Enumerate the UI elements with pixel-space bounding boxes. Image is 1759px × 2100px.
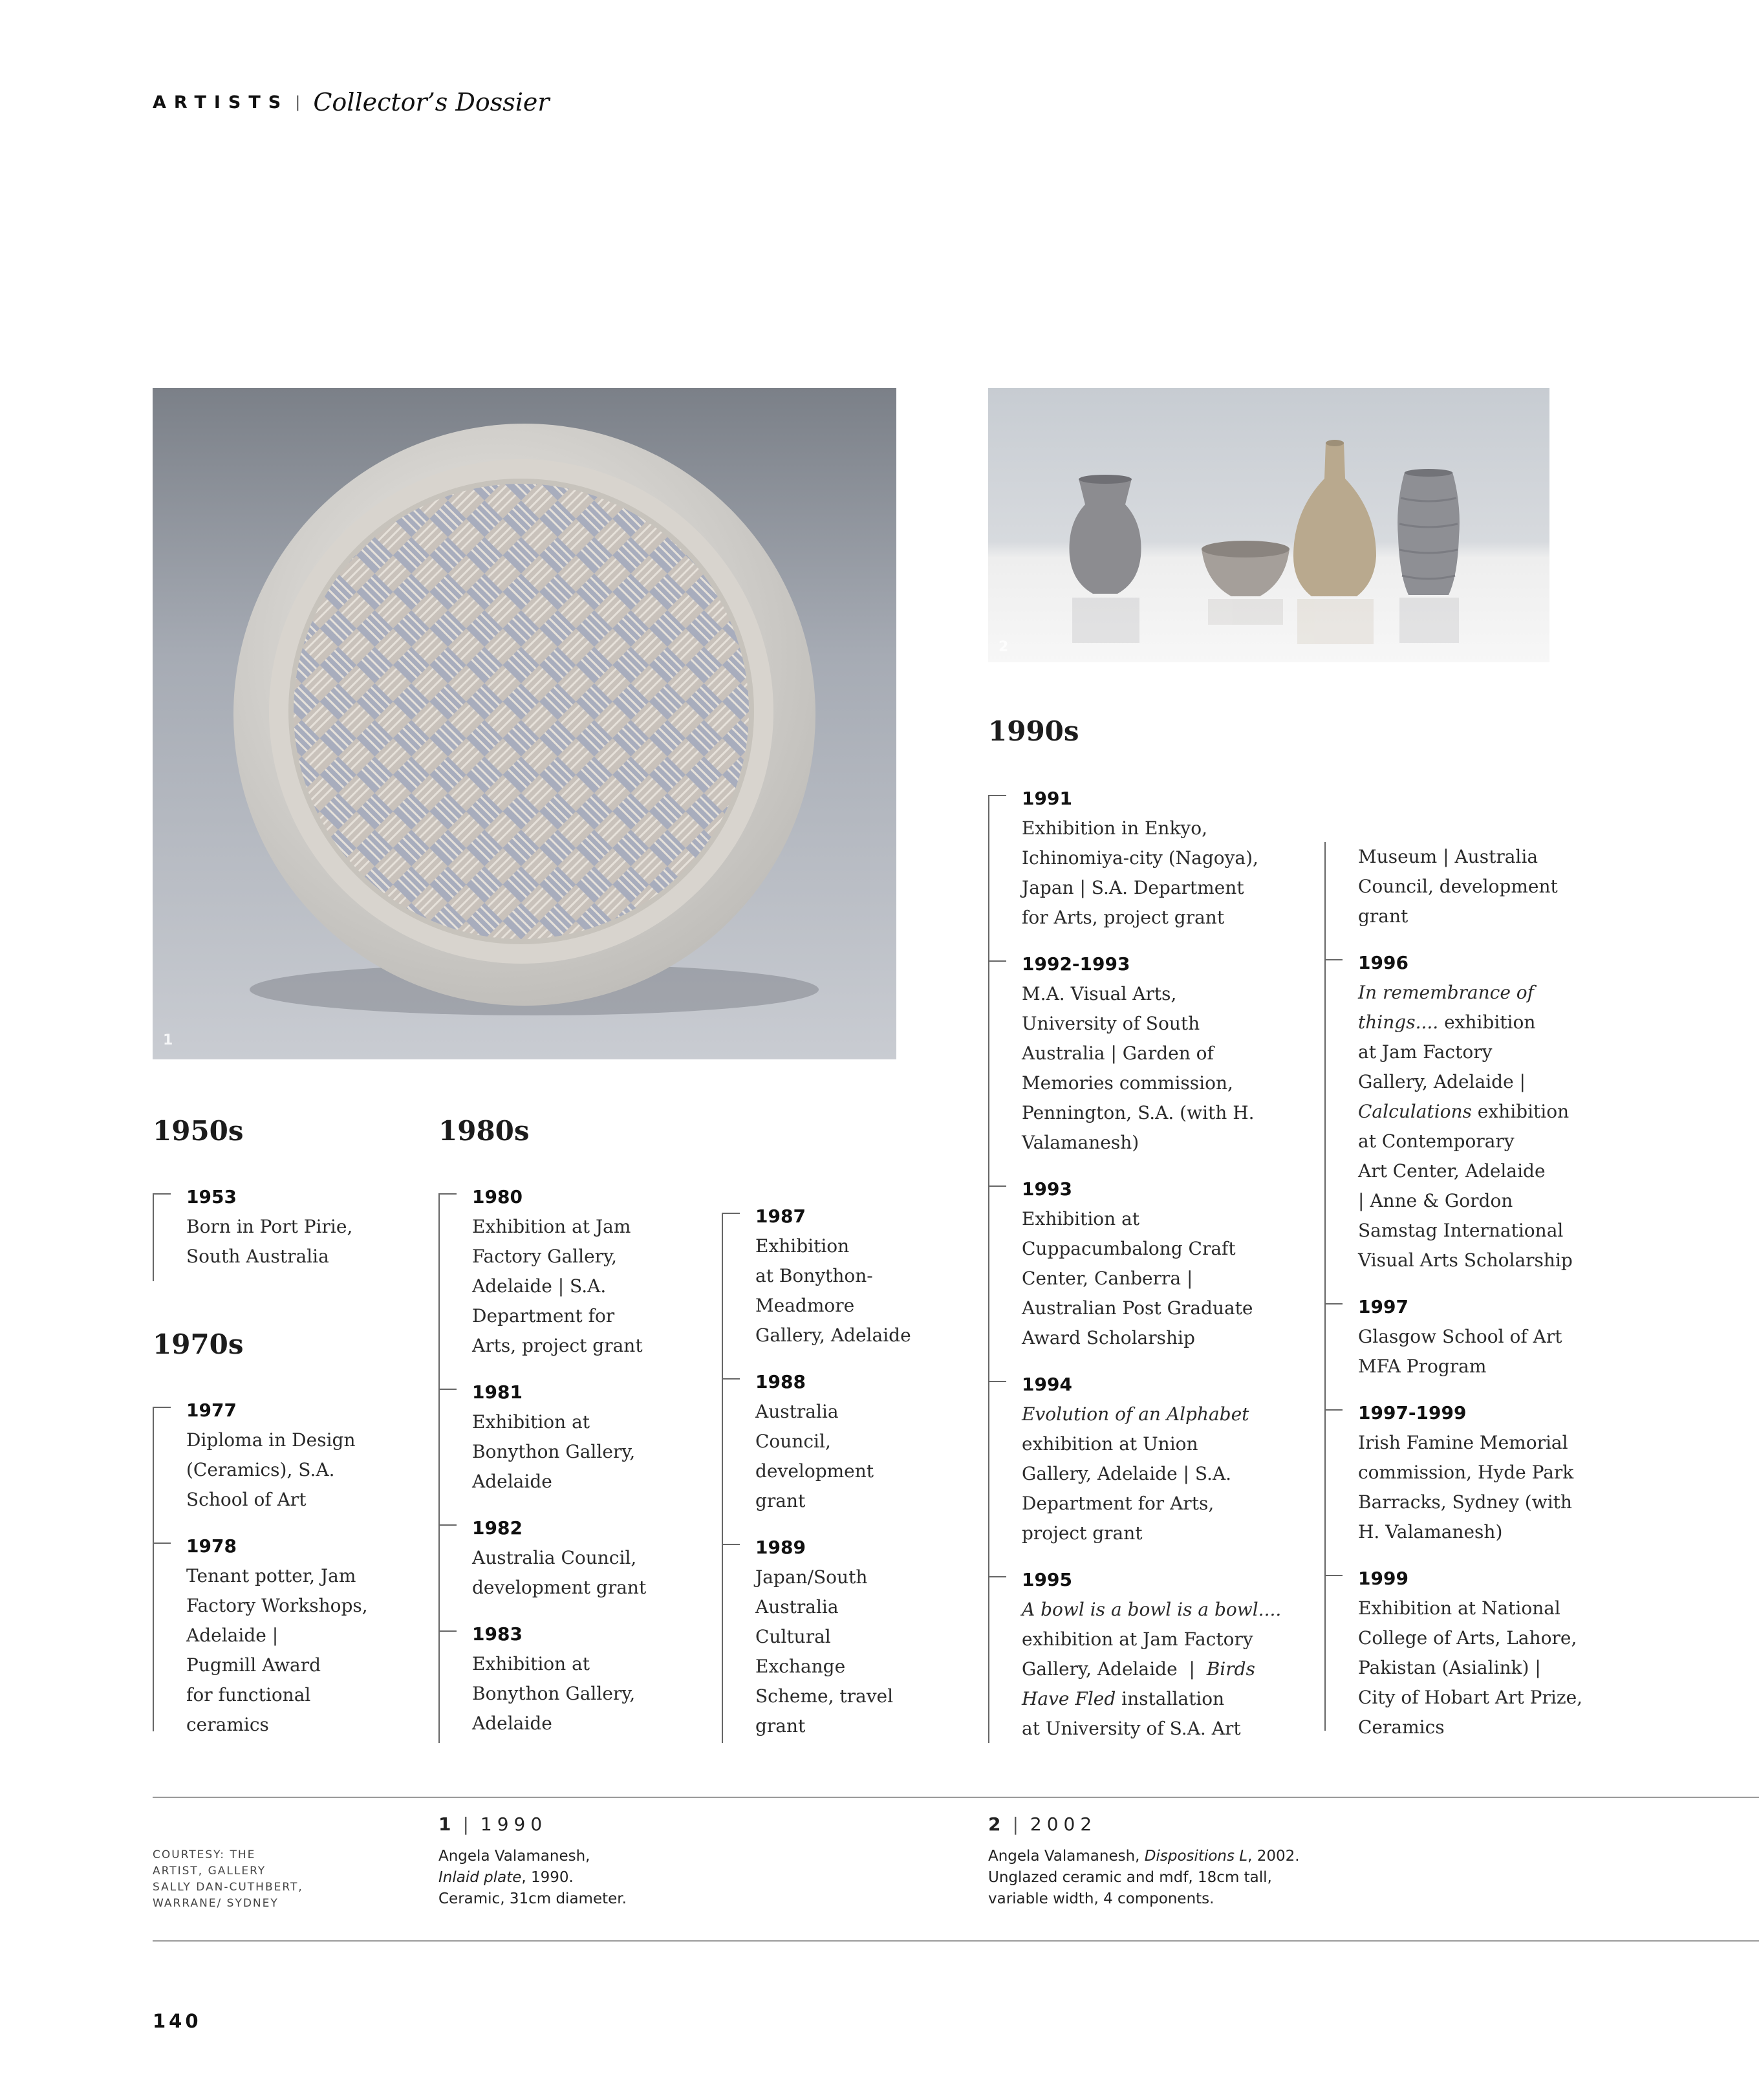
header-divider: | [295,93,301,111]
timeline-entry-1992-1993: 1992-1993 M.A. Visual Arts, University of South Australia | Garden of Memories commission, Pennington, S.A. (with H. Valamanesh) [988,949,1305,1158]
timeline-entry-1994: 1994 Evolution of an Alphabet exhibition at Union Gallery, Adelaide | S.A. Department for Arts, project grant [988,1370,1305,1548]
timeline-1970s [153,1396,372,1740]
timeline-entry-1982: 1982 Australia Council, development grant [438,1513,697,1603]
image-number: 2 [998,639,1009,655]
timeline-1980s-b [722,1202,967,1741]
vessels-illustration [988,388,1549,662]
timeline-entry-1991: 1991 Exhibition in Enkyo, Ichinomiya-city (Nagoya), Japan | S.A. Department for Arts, project grant [988,784,1305,933]
page-number: 140 [153,2010,202,2032]
timeline-entry-1981: 1981 Exhibition at Bonython Gallery, Adelaide [438,1378,697,1497]
image-credits: COURTESY: THE ARTIST, GALLERY SALLY DAN-CUTHBERT, WARRANE/ SYDNEY [153,1848,303,1910]
timeline-1990s-b [1324,842,1596,1742]
timeline-entry-1999: 1999 Exhibition at National College of Arts, Lahore, Pakistan (Asialink) | City of Hobart Art Prize, Ceramics [1324,1564,1596,1742]
timeline-entry-1993: 1993 Exhibition at Cuppacumbalong Craft Center, Canberra | Australian Post Graduate Award Scholarship [988,1174,1305,1353]
timeline-1990s-a [988,784,1305,1744]
plate-illustration [153,388,896,1059]
caption-2-body: Angela Valamanesh, Dispositions L, 2002. Unglazed ceramic and mdf, 18cm tall, variable width, 4 components. [988,1848,1300,1907]
inlaid-plate-photo [153,388,896,1059]
column-title: Collector’s Dossier [313,88,550,116]
timeline-entry-1977: 1977 Diploma in Design (Ceramics), S.A. School of Art [153,1396,372,1515]
timeline-entry-1987: 1987 Exhibition at Bonython- Meadmore Gallery, Adelaide [722,1202,967,1350]
caption-2-header: 2 | 2002 [988,1813,1097,1835]
timeline-entry-1996: 1996 In remembrance of things.... exhibition at Jam Factory Gallery, Adelaide | Calculations exhibition at Contemporary Art Center, Adelaide | Anne & Gordon Samstag International Visual Arts Scholarship [1324,948,1596,1275]
running-header [153,83,550,122]
timeline-entry-1997-1999: 1997-1999 Irish Famine Memorial commission, Hyde Park Barracks, Sydney (with H. Valamanesh) [1324,1398,1596,1547]
timeline-entry-1983: 1983 Exhibition at Bonython Gallery, Adelaide [438,1619,697,1738]
timeline-entry-1978: 1978 Tenant potter, Jam Factory Workshops, Adelaide | Pugmill Award for functional ceramics [153,1532,372,1740]
caption-1-body: Angela Valamanesh, Inlaid plate, 1990. Ceramic, 31cm diameter. [438,1848,627,1907]
heading-1990s: 1990s [988,715,1079,747]
heading-1980s: 1980s [438,1115,530,1147]
dispositions-vessels-photo [988,388,1549,662]
caption-bottom-rule [153,1940,1759,1942]
caption-1-header: 1 | 1990 [438,1813,548,1835]
section-label: ARTISTS [153,92,289,113]
timeline-1950s [153,1182,372,1272]
timeline-entry-1989: 1989 Japan/South Australia Cultural Exchange Scheme, travel grant [722,1533,967,1741]
timeline-entry-1995-continued: Museum | Australia Council, development grant [1358,846,1558,927]
caption-top-rule [153,1797,1759,1798]
image-number: 1 [163,1032,173,1048]
timeline-entry-1953: 1953 Born in Port Pirie, South Australia [153,1182,372,1272]
timeline-entry-1995: 1995 A bowl is a bowl is a bowl.... exhibition at Jam Factory Gallery, Adelaide | Birds Have Fled installation at University of S.A. Art [988,1565,1305,1744]
timeline-1980s-a [438,1182,697,1738]
timeline-entry-1997: 1997 Glasgow School of Art MFA Program [1324,1292,1596,1381]
heading-1970s: 1970s [153,1328,244,1360]
timeline-entry-1988: 1988 Australia Council, development grant [722,1367,967,1516]
heading-1950s: 1950s [153,1115,244,1147]
timeline-entry-1980: 1980 Exhibition at Jam Factory Gallery, Adelaide | S.A. Department for Arts, project grant [438,1182,697,1361]
